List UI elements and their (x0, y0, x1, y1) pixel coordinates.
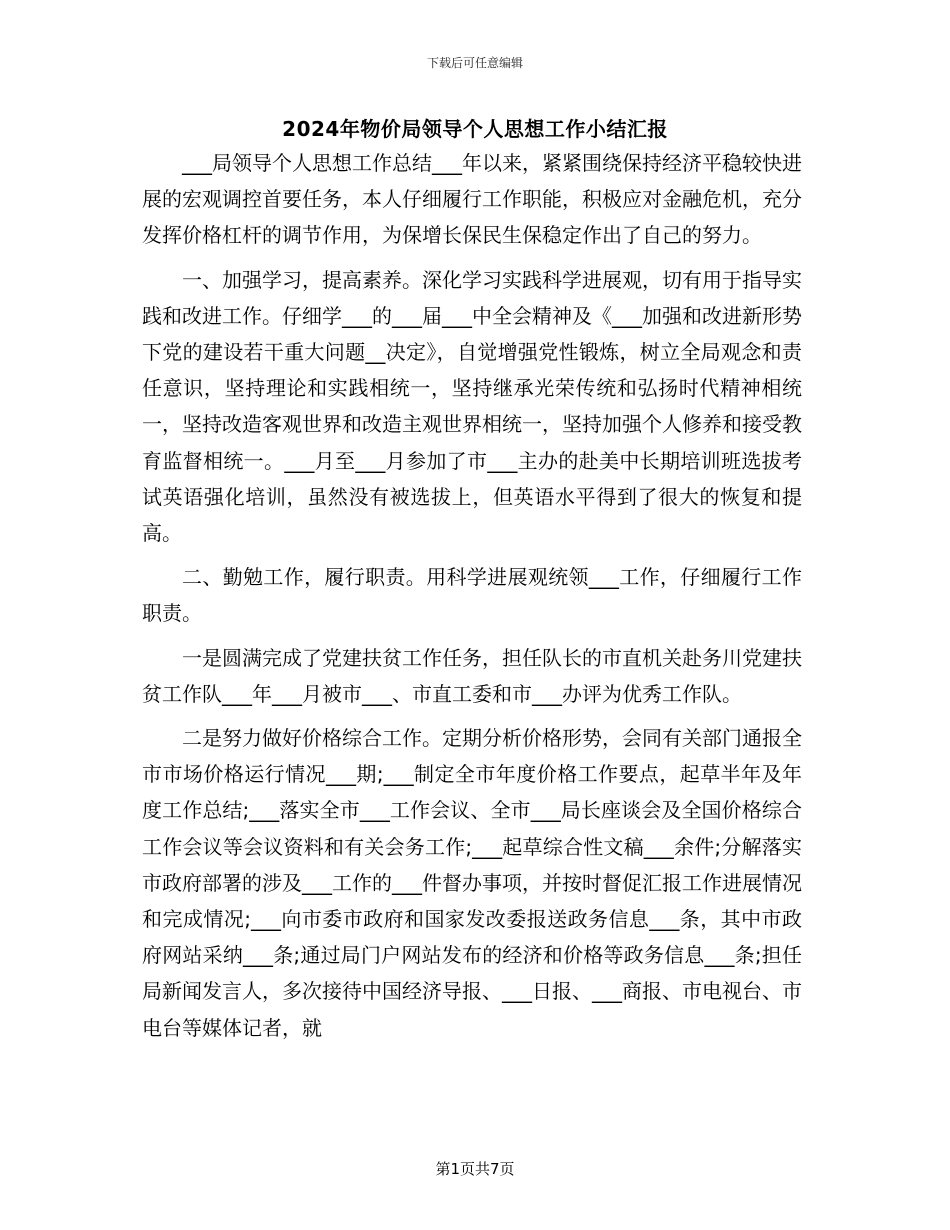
document-title: 2024年物价局领导个人思想工作小结汇报 (282, 117, 668, 141)
paragraph-study: 一、加强学习，提高素养。深化学习实践科学进展观，切有用于指导实践和改进工作。仔细学___的___届___中全会精神及《___加强和改进新形势下党的建设若干重大问题__决定》，自觉增强党性锻炼，树立全局观念和责任意识，坚持理论和实践相统一，坚持继承光荣传统和弘扬时代精神相统一，坚持改造客观世界和改造主观世界相统一，坚持加强个人修养和接受教育监督相统一。___月至___月参加了市___主办的赴美中长期培训班选拔考试英语强化培训，虽然没有被选拔上，但英语水平得到了很大的恢复和提高。 (142, 267, 802, 546)
header-note: 下载后可任意编辑 (426, 56, 523, 70)
paragraph-price-work: 二是努力做好价格综合工作。定期分析价格形势，会同有关部门通报全市市场价格运行情况___期;___制定全市年度价格工作要点，起草半年及年度工作总结;___落实全市___工作会议、全市___局长座谈会及全国价格综合工作会议等会议资料和有关会务工作;___起草综合性文稿___余件;分解落实市政府部署的涉及___工作的___件督办事项，并按时督促汇报工作进展情况和完成情况;___向市委市政府和国家发改委报送政务信息___条，其中市政府网站采纳___条;通过局门户网站发布的经济和价格等政务信息___条;担任局新闻发言人，多次接待中国经济导报、___日报、___商报、市电视台、市电台等媒体记者，就 (142, 726, 802, 1040)
paragraph-intro: ___局领导个人思想工作总结___年以来，紧紧围绕保持经济平稳较快进展的宏观调控首要任务，本人仔细履行工作职能，积极应对金融危机，充分发挥价格杠杆的调节作用，为保增长保民生保稳定作出了自己的努力。 (142, 151, 802, 248)
document-body (142, 145, 802, 1054)
page-number: 第1页共7页 (435, 1160, 515, 1178)
paragraph-work: 二、勤勉工作，履行职责。用科学进展观统领___工作，仔细履行工作职责。 (142, 565, 802, 626)
paragraph-poverty-relief: 一是圆满完成了党建扶贫工作任务，担任队长的市直机关赴务川党建扶贫工作队___年___月被市___、市直工委和市___办评为优秀工作队。 (142, 645, 802, 706)
